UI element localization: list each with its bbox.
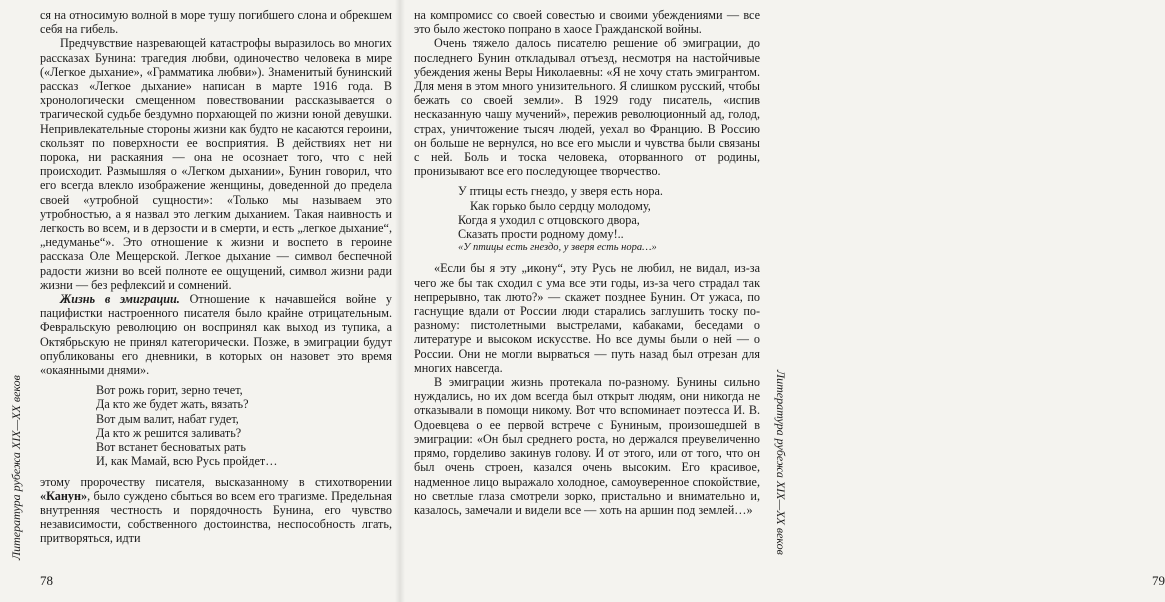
paragraph: В эмиграции жизнь протекала по-разному. Бунины сильно нуждались, но их дом всегда был открыт людям, они никогда не отказывали в помощи никому. Вот что вспоминает поэтесса И. В. Одоевцева о ее первой встрече с Буниным, произошедшей в эмиграции: «Он был среднего роста, но держался преувеличенно прямо, горделиво закинув голову. И от этого, или от того, что он был очень строен, казался очень высоким. Его красивое, надменное лицо выражало холодное, самоуверенное спокойствие, но светлые глаза смотрели зорко, пристально и внимательно и, казалось, замечали и видели все — хоть на аршин под землей…» [414,375,760,517]
paragraph: на компромисс со своей совестью и своими убеждениями — все это было жестоко попрано в хаосе Гражданской войны. [414,8,760,37]
paragraph: Очень тяжело далось писателю решение об эмиграции, до последнего Бунин откладывал отъезд, несмотря на настойчивые убеждения жены Веры Николаевны: «Я не хочу стать эмигрантом. Для меня в этом много унизительного. Я слишком русский, чтобы бежать со своей земли». В 1929 году писатель, «испив несказанную чашу мучений», пережив революционный ад, голод, страх, уничтожение тысяч людей, уехал во Францию. В Россию он больше не вернулся, но все его мысли и чувства были связаны с ней. Боль и тоска человека, оторванного от родины, пронизывают все его последующее творчество. [414,36,760,179]
poem-line: И, как Мамай, всю Русь пройдет… [96,454,278,469]
paragraph-text: Отношение к начавшейся войне у пацифистки настроенного писателя было крайне отрицательным. Февральскую революцию он воспринял как выход из тупика, а Октябрьскую не принял категорически. Позже, в эмиграции будут опубликованы его дневники, в которых он назовет это время «окаянными днями». [40,292,392,378]
poem-line: Сказать прости родному дому!.. [458,227,624,242]
paragraph-text: этому пророчеству писателя, высказанному в стихотворении [40,474,392,489]
poem-source: «У птицы есть гнездо, у зверя есть нора…» [458,242,657,254]
paragraph-text: , было суждено сбыться во всем его трагизме. Предельная внутренняя честность и порядочность Бунина, его чувство независимости, собственного достоинства, неспособность лгать, притворяться, идти [40,488,392,546]
running-head: Литература рубежа XIX—XX веков [774,370,788,555]
left-page [0,0,400,602]
poem-line: Вот дым валит, набат гудет, [96,411,239,426]
right-text-column [414,8,760,517]
poem-title: «Канун» [40,488,88,503]
poem-line: Когда я уходил с отцовского двора, [458,212,640,227]
poem-line: Да кто же будет жать, вязать? [96,397,249,412]
poem-line: Да кто ж решится заливать? [96,425,242,440]
poem-quote [414,184,760,255]
paragraph: Предчувствие назревающей катастрофы выразилось во многих рассказах Бунина: трагедия любви, одиночество человека в мире («Легкое дыхание», «Грамматика любви»). Знаменитый бунинский рассказ «Легкое дыхание» написан в марте 1916 года. В хронологически смещенном повествовании рассказывается о трагической судьбе бездумно порхающей по жизни юной девушки. Непривлекательные стороны жизни как будто не касаются героини, скользят по поверхности ее восприятия. В действиях нет ни порока, ни раскаяния — она не осознает того, что с ней происходит. Размышляя о «Легком дыхании», Бунин говорил, что его всегда влекло изображение женщины, доведенной до предела своей «утробной сущности»: «Только мы называем это утробностью, а я назвал это легким дыханием. Такая наивность и легкость во всем, и в дерзости и в смерти, и есть „легкое дыхание“, „недуманье“». Это отношение к жизни и воспето в героине рассказа Оле Мещерской. Легкое дыхание — символ беспечной радости жизни во всей полноте ее ощущений, символ жизни ради жизни — без рефлексий и сомнений. [40,36,392,292]
poem-line: Как горько было сердцу молодому, [470,198,651,213]
right-page [400,0,1165,602]
page-number: 78 [40,573,53,588]
poem-quote [40,383,392,468]
running-head: Литература рубежа XIX—XX веков [9,375,23,560]
section-heading: Жизнь в эмиграции. [60,292,180,307]
paragraph-emigration [40,292,392,377]
page-number: 79 [1152,573,1165,588]
left-text-column [40,8,392,546]
poem-line: Вот встанет бесноватых рать [96,440,246,455]
paragraph [40,475,392,546]
paragraph: ся на относимую волной в море тушу погибшего слона и обрекшем себя на гибель. [40,8,392,37]
poem-line: Вот рожь горит, зерно течет, [96,383,243,398]
paragraph: «Если бы я эту „икону“, эту Русь не любил, не видал, из-за чего же бы так сходил с ума все эти годы, из-за чего страдал так непрерывно, так люто?» — скажет позднее Бунин. От ужаса, по гаснущие вдали от России люди старались заглушить тоску по-разному: пистолетными выстрелами, кабаками, беседами о литературе и высоком искусстве. Но все думы были о ней — о России. Они не могли вырваться — путь назад был отрезан для многих навсегда. [414,261,760,375]
poem-line: У птицы есть гнездо, у зверя есть нора. [458,184,663,199]
